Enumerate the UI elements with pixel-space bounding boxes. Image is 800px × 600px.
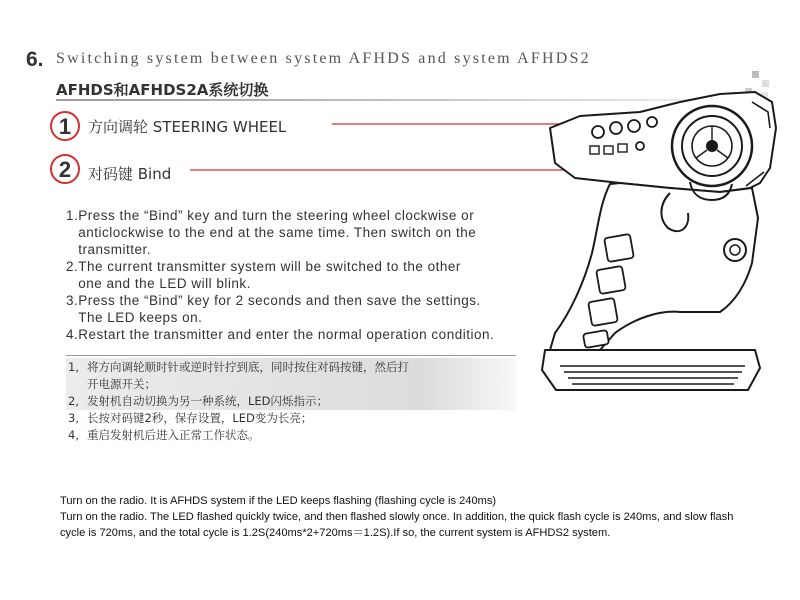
trim-knob [610, 122, 622, 134]
step-en-item [66, 207, 546, 258]
grip-slot [604, 234, 634, 262]
step-cn-item [68, 410, 409, 427]
callout-2-badge: 2 [50, 154, 80, 184]
steps-en-list [66, 207, 546, 343]
step-number: 3. [66, 293, 79, 308]
callout-1-badge: 1 [50, 111, 80, 141]
cn-divider [66, 355, 516, 356]
step-number: 1, [68, 360, 79, 374]
step-text: 长按对码键2秒，保存设置，LED变为长亮； [87, 411, 313, 425]
step-en-item [66, 292, 546, 326]
step-number: 2. [66, 259, 79, 274]
callout-1-label: 方向调轮 STEERING WHEEL [88, 118, 287, 136]
trim-knob [647, 117, 657, 127]
trim-knob [592, 126, 604, 138]
step-number: 1. [66, 208, 79, 223]
section-number: 6. [26, 48, 44, 71]
step-number: 2, [68, 394, 79, 408]
section-title-en: Switching system between system AFHDS and system AFHDS2 [56, 50, 591, 67]
step-number: 4, [68, 428, 79, 442]
grip-slot [596, 266, 626, 294]
step-en-item [66, 326, 546, 343]
step-number: 3, [68, 411, 79, 425]
step-text: 将方向调轮顺时针或逆时针拧到底，同时按住对码按键，然后打 开电源开关； [87, 360, 409, 391]
steps-cn-list [68, 359, 409, 444]
trim-knob [628, 120, 640, 132]
status-note [60, 493, 750, 541]
grip-slot [588, 298, 618, 326]
transmitter-illustration [520, 88, 785, 408]
decor-square [752, 71, 759, 78]
step-cn-item [68, 427, 409, 444]
step-text: 发射机自动切换为另一种系统，LED闪烁指示； [87, 394, 329, 408]
transmitter-grip [550, 183, 758, 350]
step-cn-item [68, 359, 409, 393]
section-title-cn: AFHDS和AFHDS2A系统切换 [56, 81, 269, 99]
step-text: 重启发射机后进入正常工作状态。 [87, 428, 260, 442]
step-text: The current transmitter system will be switched to the other one and the LED will blink. [78, 259, 461, 291]
step-text: Press the “Bind” key and turn the steering wheel clockwise or anticlockwise to the end at the same time. Then switch on the transmitter. [78, 208, 477, 257]
note-afhds2: Turn on the radio. The LED flashed quickly twice, and then flashed slowly once. In addition, the quick flash cycle is 240ms, and slow flash cycle is 720ms, and the total cycle is 1.2S(240ms*2+720ms＝1.2S).If so, the current system is AFHDS2 system. [60, 511, 734, 539]
step-number: 4. [66, 327, 79, 342]
grip-slot [583, 330, 609, 348]
step-cn-item [68, 393, 409, 410]
note-afhds: Turn on the radio. It is AFHDS system if the LED keeps flashing (flashing cycle is 240ms) [60, 495, 497, 507]
bind-key [636, 142, 644, 150]
step-text: Press the “Bind” key for 2 seconds and then save the settings. The LED keeps on. [78, 293, 481, 325]
step-en-item [66, 258, 546, 292]
callout-2-label: 对码键 Bind [88, 165, 172, 183]
decor-square [762, 80, 769, 87]
step-text: Restart the transmitter and enter the normal operation condition. [78, 327, 495, 342]
